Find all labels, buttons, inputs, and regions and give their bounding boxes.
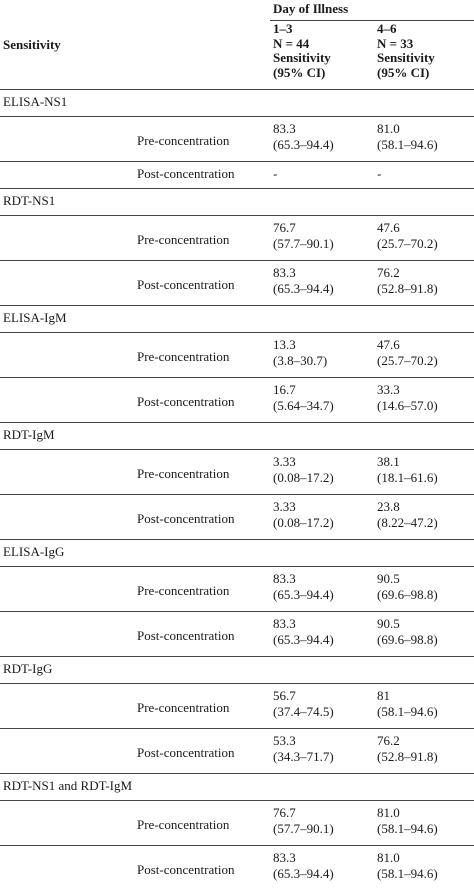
group-name: RDT-NS1 and RDT-IgM bbox=[0, 774, 474, 801]
table-row bbox=[0, 846, 474, 890]
days-4-6-value bbox=[374, 216, 474, 261]
confidence-interval: (14.6–57.0) bbox=[377, 398, 474, 414]
table-row bbox=[0, 801, 474, 846]
days-1-3-value bbox=[270, 612, 374, 657]
sensitivity-value: 47.6 bbox=[377, 337, 474, 353]
indent-cell bbox=[0, 216, 134, 261]
confidence-interval: (69.6–98.8) bbox=[377, 632, 474, 648]
table-row bbox=[0, 567, 474, 612]
sensitivity-value: 16.7 bbox=[273, 382, 374, 398]
table-row bbox=[0, 684, 474, 729]
sensitivity-label: Sensitivity bbox=[273, 51, 374, 66]
group-name: ELISA-IgG bbox=[0, 540, 474, 567]
days-1-3-value bbox=[270, 117, 374, 162]
days-4-6-value bbox=[374, 684, 474, 729]
sensitivity-value: 76.7 bbox=[273, 220, 374, 236]
indent-cell bbox=[0, 612, 134, 657]
sensitivity-value: 23.8 bbox=[377, 499, 474, 515]
sensitivity-value: 90.5 bbox=[377, 571, 474, 587]
group-row bbox=[0, 189, 474, 216]
sample-size: N = 44 bbox=[273, 37, 374, 52]
sensitivity-label: Sensitivity bbox=[377, 51, 474, 66]
indent-cell bbox=[0, 846, 134, 890]
sensitivity-value: 83.3 bbox=[273, 121, 374, 137]
confidence-interval: (69.6–98.8) bbox=[377, 587, 474, 603]
condition-label: Pre-concentration bbox=[134, 117, 270, 162]
indent-cell bbox=[0, 333, 134, 378]
condition-label: Pre-concentration bbox=[134, 450, 270, 495]
sample-size: N = 33 bbox=[377, 37, 474, 52]
sensitivity-value: - bbox=[377, 164, 474, 184]
table-body bbox=[0, 90, 474, 890]
confidence-interval: (57.7–90.1) bbox=[273, 821, 374, 837]
indent-cell bbox=[0, 729, 134, 774]
day-of-illness-header: Day of Illness bbox=[270, 0, 474, 21]
sensitivity-value: 56.7 bbox=[273, 688, 374, 704]
days-4-6-value bbox=[374, 117, 474, 162]
indent-cell bbox=[0, 117, 134, 162]
days-1-3-value bbox=[270, 567, 374, 612]
sensitivity-value: 90.5 bbox=[377, 616, 474, 632]
table-row bbox=[0, 333, 474, 378]
confidence-interval: (5.64–34.7) bbox=[273, 398, 374, 414]
table-row bbox=[0, 378, 474, 423]
sensitivity-value: 33.3 bbox=[377, 382, 474, 398]
sensitivity-value: 81.0 bbox=[377, 121, 474, 137]
confidence-interval: (8.22–47.2) bbox=[377, 515, 474, 531]
ci-label: (95% CI) bbox=[377, 66, 474, 81]
days-1-3-value bbox=[270, 801, 374, 846]
group-name: RDT-IgM bbox=[0, 423, 474, 450]
days-1-3-value bbox=[270, 261, 374, 306]
group-row bbox=[0, 306, 474, 333]
days-1-3-value bbox=[270, 450, 374, 495]
condition-label: Post-concentration bbox=[134, 729, 270, 774]
confidence-interval: (0.08–17.2) bbox=[273, 470, 374, 486]
sensitivity-value: 3.33 bbox=[273, 499, 374, 515]
confidence-interval: (34.3–71.7) bbox=[273, 749, 374, 765]
days-4-6-value bbox=[374, 567, 474, 612]
confidence-interval: (58.1–94.6) bbox=[377, 704, 474, 720]
indent-cell bbox=[0, 801, 134, 846]
condition-label: Post-concentration bbox=[134, 378, 270, 423]
group-name: RDT-NS1 bbox=[0, 189, 474, 216]
condition-label: Post-concentration bbox=[134, 162, 270, 189]
confidence-interval: (37.4–74.5) bbox=[273, 704, 374, 720]
days-1-3-value bbox=[270, 216, 374, 261]
indent-cell bbox=[0, 261, 134, 306]
sensitivity-value: 83.3 bbox=[273, 571, 374, 587]
ci-label: (95% CI) bbox=[273, 66, 374, 81]
condition-label: Pre-concentration bbox=[134, 216, 270, 261]
confidence-interval: (57.7–90.1) bbox=[273, 236, 374, 252]
confidence-interval: (25.7–70.2) bbox=[377, 236, 474, 252]
sensitivity-value: 38.1 bbox=[377, 454, 474, 470]
group-name: ELISA-IgM bbox=[0, 306, 474, 333]
days-1-3-header bbox=[270, 21, 374, 90]
days-1-3-value bbox=[270, 846, 374, 890]
sensitivity-value: 83.3 bbox=[273, 616, 374, 632]
days-1-3-value bbox=[270, 333, 374, 378]
table-row bbox=[0, 612, 474, 657]
sensitivity-value: 83.3 bbox=[273, 850, 374, 866]
group-row bbox=[0, 90, 474, 117]
condition-label: Post-concentration bbox=[134, 495, 270, 540]
table-row bbox=[0, 450, 474, 495]
condition-label: Pre-concentration bbox=[134, 567, 270, 612]
condition-label: Pre-concentration bbox=[134, 684, 270, 729]
days-range: 4–6 bbox=[377, 22, 474, 37]
indent-cell bbox=[0, 495, 134, 540]
group-row bbox=[0, 657, 474, 684]
days-4-6-value bbox=[374, 846, 474, 890]
sensitivity-value: 76.2 bbox=[377, 265, 474, 281]
sensitivity-value: 81.0 bbox=[377, 805, 474, 821]
table-row bbox=[0, 117, 474, 162]
days-4-6-value bbox=[374, 612, 474, 657]
sensitivity-header: Sensitivity bbox=[0, 0, 270, 90]
indent-cell bbox=[0, 684, 134, 729]
confidence-interval: (0.08–17.2) bbox=[273, 515, 374, 531]
sensitivity-value: 53.3 bbox=[273, 733, 374, 749]
days-1-3-value bbox=[270, 684, 374, 729]
sensitivity-value: 81 bbox=[377, 688, 474, 704]
days-4-6-header bbox=[374, 21, 474, 90]
confidence-interval: (65.3–94.4) bbox=[273, 632, 374, 648]
table-row bbox=[0, 261, 474, 306]
sensitivity-value: 81.0 bbox=[377, 850, 474, 866]
condition-label: Pre-concentration bbox=[134, 333, 270, 378]
days-4-6-value bbox=[374, 495, 474, 540]
indent-cell bbox=[0, 567, 134, 612]
days-4-6-value bbox=[374, 729, 474, 774]
confidence-interval: (58.1–94.6) bbox=[377, 137, 474, 153]
confidence-interval: (25.7–70.2) bbox=[377, 353, 474, 369]
days-4-6-value bbox=[374, 450, 474, 495]
sensitivity-value: 13.3 bbox=[273, 337, 374, 353]
group-name: RDT-IgG bbox=[0, 657, 474, 684]
table-row bbox=[0, 216, 474, 261]
sensitivity-value: 83.3 bbox=[273, 265, 374, 281]
confidence-interval: (3.8–30.7) bbox=[273, 353, 374, 369]
days-1-3-value bbox=[270, 729, 374, 774]
days-4-6-value bbox=[374, 261, 474, 306]
condition-label: Post-concentration bbox=[134, 261, 270, 306]
days-range: 1–3 bbox=[273, 22, 374, 37]
group-name: ELISA-NS1 bbox=[0, 90, 474, 117]
days-4-6-value bbox=[374, 801, 474, 846]
confidence-interval: (65.3–94.4) bbox=[273, 281, 374, 297]
confidence-interval: (58.1–94.6) bbox=[377, 866, 474, 882]
sensitivity-value: 47.6 bbox=[377, 220, 474, 236]
indent-cell bbox=[0, 162, 134, 189]
table-row bbox=[0, 729, 474, 774]
days-1-3-value bbox=[270, 495, 374, 540]
confidence-interval: (58.1–94.6) bbox=[377, 821, 474, 837]
table-row bbox=[0, 495, 474, 540]
confidence-interval: (65.3–94.4) bbox=[273, 866, 374, 882]
condition-label: Post-concentration bbox=[134, 612, 270, 657]
sensitivity-value: 3.33 bbox=[273, 454, 374, 470]
table-row bbox=[0, 162, 474, 189]
sensitivity-value: 76.7 bbox=[273, 805, 374, 821]
confidence-interval: (52.8–91.8) bbox=[377, 281, 474, 297]
table-header bbox=[0, 0, 474, 90]
group-row bbox=[0, 423, 474, 450]
indent-cell bbox=[0, 450, 134, 495]
confidence-interval: (65.3–94.4) bbox=[273, 137, 374, 153]
sensitivity-value: 76.2 bbox=[377, 733, 474, 749]
days-4-6-value bbox=[374, 378, 474, 423]
group-row bbox=[0, 774, 474, 801]
days-1-3-value bbox=[270, 162, 374, 189]
sensitivity-value: - bbox=[273, 164, 374, 184]
group-row bbox=[0, 540, 474, 567]
days-4-6-value bbox=[374, 333, 474, 378]
condition-label: Post-concentration bbox=[134, 846, 270, 890]
confidence-interval: (52.8–91.8) bbox=[377, 749, 474, 765]
condition-label: Pre-concentration bbox=[134, 801, 270, 846]
days-1-3-value bbox=[270, 378, 374, 423]
confidence-interval: (18.1–61.6) bbox=[377, 470, 474, 486]
confidence-interval: (65.3–94.4) bbox=[273, 587, 374, 603]
indent-cell bbox=[0, 378, 134, 423]
days-4-6-value bbox=[374, 162, 474, 189]
